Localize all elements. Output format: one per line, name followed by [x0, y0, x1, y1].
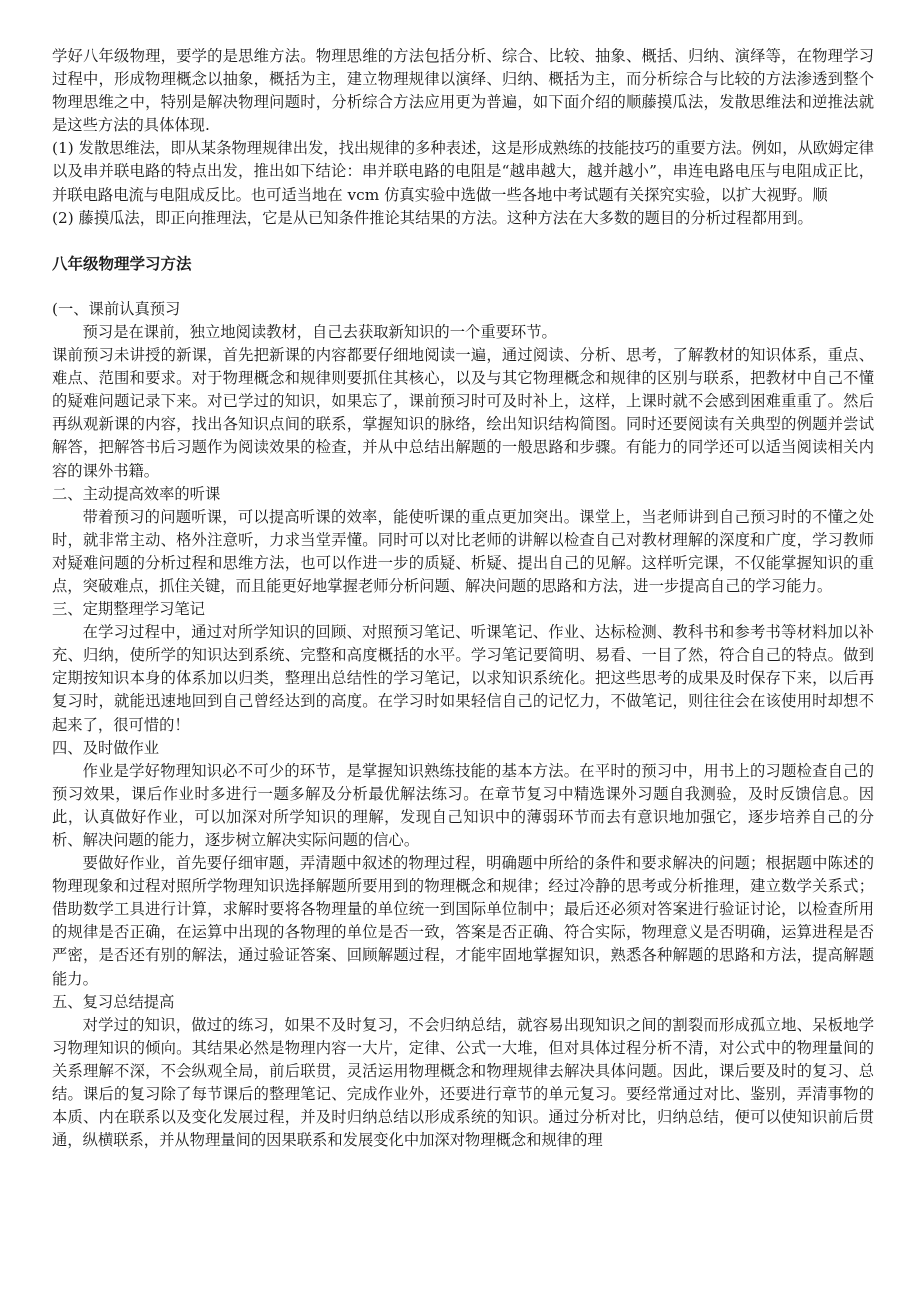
- paragraph-preview-1: 预习是在课前，独立地阅读教材，自己去获取新知识的一个重要环节。: [82, 322, 557, 341]
- paragraph-homework-1: 作业是学好物理知识必不可少的环节，是掌握知识熟练技能的基本方法。在平时的预习中，用书上的习题检查自己的预习效果，课后作业时多进行一题多解及分析最优解法练习。在章节复习中精选课外习题自我测验，及时反馈信息。因此，认真做好作业，可以加深对所学知识的理解，发现自己知识中的薄弱环节而去有意识地加强它，逐步培养自己的分析、解决问题的能力，逐步树立解决实际问题的信心。: [52, 761, 874, 849]
- paragraph-review: 对学过的知识，做过的练习，如果不及时复习，不会归纳总结，就容易出现知识之间的割裂而形成孤立地、呆板地学习物理知识的倾向。其结果必然是物理内容一大片，定律、公式一大堆，但对具体过程分析不清，对公式中的物理量间的关系理解不深，不会纵观全局，前后联贯，灵活运用物理概念和物理规律去解决具体问题。因此，课后要及时的复习、总结。课后的复习除了每节课后的整理笔记、完成作业外，还要进行章节的单元复习。要经常通过对比、鉴别，弄清事物的本质、内在联系以及变化发展过程，并及时归纳总结以形成系统的知识。通过分析对比，归纳总结，便可以使知识前后贯通，纵横联系，并从物理量间的因果联系和发展变化中加深对物理概念和规律的理: [52, 1015, 874, 1150]
- list-item-forward-reasoning: (2) 藤摸瓜法，即正向推理法，它是从已知条件推论其结果的方法。这种方法在大多数的题目的分析过程都用到。: [52, 208, 813, 227]
- paragraph-notes: 在学习过程中，通过对所学知识的回顾、对照预习笔记、听课笔记、作业、达标检测、教科书和参考书等材料加以补充、归纳，使所学的知识达到系统、完整和高度概括的水平。学习笔记要简明、易看、一目了然，符合自己的特点。做到定期按知识本身的体系加以归类，整理出总结性的学习笔记，以求知识系统化。把这些思考的成果及时保存下来，以后再复习时，就能迅速地回到自己曾经达到的高度。在学习时如果轻信自己的记忆力，不做笔记，则往往会在该使用时却想不起来了，很可惜的！: [52, 623, 874, 734]
- intro-paragraph: 学好八年级物理，要学的是思维方法。物理思维的方法包括分析、综合、比较、抽象、概括、归纳、演绎等，在物理学习过程中，形成物理概念以抽象，概括为主，建立物理规律以演绎、归纳、概括为主，而分析综合与比较的方法渗透到整个物理思维之中，特别是解决物理问题时，分析综合方法应用更为普遍，如下面介绍的顺藤摸瓜法，发散思维法和逆推法就是这些方法的具体体现.: [52, 47, 874, 135]
- section-heading-preview: (一、课前认真预习: [52, 299, 181, 318]
- section-heading-homework: 四、及时做作业: [52, 738, 160, 757]
- document-page: [52, 0, 874, 1152]
- section-heading-listening: 二、主动提高效率的听课: [52, 484, 221, 503]
- section-heading-notes: 三、定期整理学习笔记: [52, 600, 205, 619]
- section-heading-review: 五、复习总结提高: [52, 992, 175, 1011]
- document-title: 八年级物理学习方法: [52, 254, 192, 273]
- list-item-divergent-thinking: (1) 发散思维法，即从某条物理规律出发，找出规律的多种表述，这是形成熟练的技能技巧的重要方法。例如，从欧姆定律以及串并联电路的特点出发，推出如下结论：串并联电路的电阻是“越串越大，越并越小”，串连电路电压与电阻成正比，并联电路电流与电阻成反比。也可适当地在 vcm 仿真实验中选做一些各地中考试题有关探究实验，以扩大视野。顺: [52, 139, 874, 204]
- paragraph-homework-2: 要做好作业，首先要仔细审题，弄清题中叙述的物理过程，明确题中所给的条件和要求解决的问题；根据题中陈述的物理现象和过程对照所学物理知识选择解题所要用到的物理概念和规律；经过冷静的思考或分析推理，建立数学关系式；借助数学工具进行计算，求解时要将各物理量的单位统一到国际单位制中；最后还必须对答案进行验证讨论，以检查所用的规律是否正确，在运算中出现的各物理的单位是否一致，答案是否正确、符合实际，物理意义是否明确，运算进程是否严密，是否还有别的解法，通过验证答案、回顾解题过程，才能牢固地掌握知识，熟悉各种解题的思路和方法，提高解题能力。: [52, 854, 874, 988]
- paragraph-listening: 带着预习的问题听课，可以提高听课的效率，能使听课的重点更加突出。课堂上，当老师讲到自己预习时的不懂之处时，就非常主动、格外注意听，力求当堂弄懂。同时可以对比老师的讲解以检查自己对教材理解的深度和广度，学习教师对疑难问题的分析过程和思维方法，也可以作进一步的质疑、析疑、提出自己的见解。这样听完课，不仅能掌握知识的重点，突破难点，抓住关键，而且能更好地掌握老师分析问题、解决问题的思路和方法，进一步提高自己的学习能力。: [52, 507, 874, 595]
- paragraph-preview-2: 课前预习未讲授的新课，首先把新课的内容都要仔细地阅读一遍，通过阅读、分析、思考，了解教材的知识体系，重点、难点、范围和要求。对于物理概念和规律则要抓住其核心，以及与其它物理概念和规律的区别与联系，把教材中自己不懂的疑难问题记录下来。对已学过的知识，如果忘了，课前预习时可及时补上，这样，上课时就不会感到困难重重了。然后再纵观新课的内容，找出各知识点间的联系，掌握知识的脉络，绘出知识结构简图。同时还要阅读有关典型的例题并尝试解答，把解答书后习题作为阅读效果的检查，并从中总结出解题的一般思路和步骤。有能力的同学还可以适当阅读相关内容的课外书籍。: [52, 346, 874, 480]
